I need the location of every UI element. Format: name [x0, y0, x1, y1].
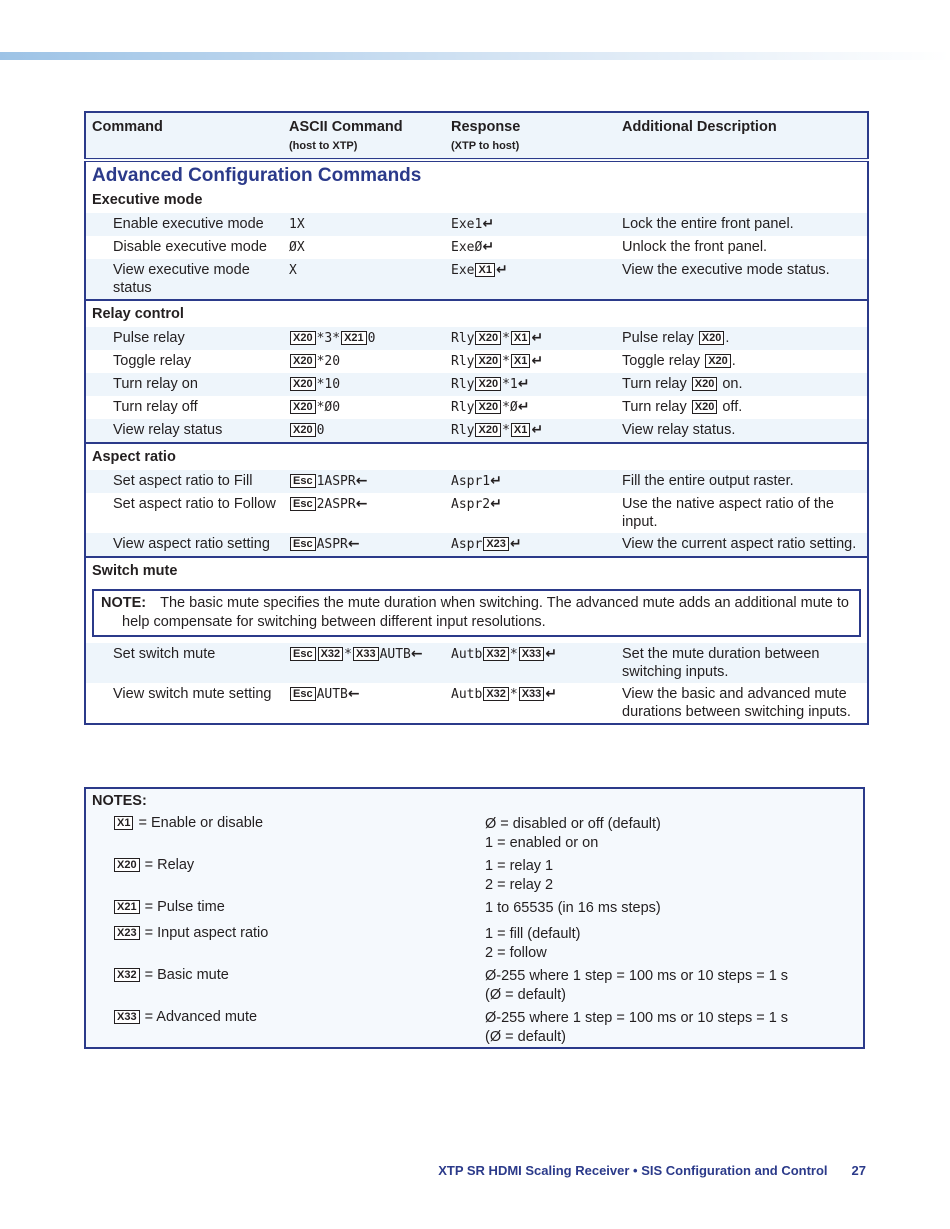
- note-text: Ø-255 where 1 step = 100 ms or 10 steps = 1 s: [485, 968, 789, 984]
- cell-text: Toggle relay: [622, 353, 705, 369]
- variable-box: X20: [290, 377, 316, 391]
- cell-text: .: [731, 353, 736, 369]
- command-name: Set aspect ratio to Follow: [113, 496, 276, 512]
- command-text: *: [509, 687, 518, 702]
- variable-box: X1: [114, 816, 133, 830]
- table-row: [85, 327, 868, 350]
- command-text: Aspr1: [451, 474, 491, 489]
- table-row: [85, 350, 868, 373]
- command-name: Turn relay off: [113, 399, 198, 415]
- cell-text: .: [725, 330, 730, 346]
- note-text: [485, 1009, 788, 1047]
- ascii-command: [283, 236, 445, 259]
- command-text: Autb: [451, 647, 483, 662]
- response: [445, 470, 616, 493]
- command-text: Aspr: [451, 537, 483, 552]
- command-name: Toggle relay: [113, 353, 192, 369]
- note-text: [485, 925, 581, 963]
- command-table: [84, 111, 869, 725]
- command-text: *1: [502, 377, 518, 392]
- variable-box: X20: [475, 354, 501, 368]
- variable-box: Esc: [290, 647, 316, 661]
- cell-text: off.: [718, 399, 743, 415]
- response: [445, 213, 616, 236]
- note-text: [485, 857, 553, 895]
- command-name: View switch mute setting: [113, 686, 272, 702]
- enter-arrow-icon: ↵: [531, 353, 544, 369]
- ascii-command: [283, 350, 445, 373]
- command-name: Set aspect ratio to Fill: [85, 470, 283, 493]
- ascii-command: [283, 259, 445, 300]
- variable-box: X20: [475, 331, 501, 345]
- variable-box: X20: [475, 400, 501, 414]
- left-arrow-icon: ←: [347, 686, 360, 702]
- response: [445, 396, 616, 419]
- command-text: ØX: [289, 240, 305, 255]
- description: [616, 327, 868, 350]
- description: View relay status.: [616, 419, 868, 443]
- enter-arrow-icon: ↵: [490, 473, 502, 489]
- group-title-executive: Executive mode: [92, 192, 203, 208]
- cell-text: Response: [451, 119, 521, 135]
- ascii-command: [283, 373, 445, 396]
- variable-box: X32: [483, 687, 509, 701]
- variable-box: X32: [114, 968, 140, 982]
- variable-box: X20: [692, 377, 718, 391]
- command-name: Pulse relay: [85, 327, 283, 350]
- cell-text: Turn relay: [622, 399, 691, 415]
- table-row: [85, 419, 868, 443]
- variable-box: X20: [290, 400, 316, 414]
- variable-box: Esc: [290, 537, 316, 551]
- header-ascii-sub: (host to XTP): [289, 140, 358, 152]
- note-text: 1 = enabled or on: [485, 835, 599, 851]
- variable-box: X20: [290, 331, 316, 345]
- description: Lock the entire front panel.: [616, 213, 868, 236]
- command-text: 1X: [289, 217, 305, 232]
- command-text: Autb: [451, 687, 483, 702]
- variable-box: X1: [511, 354, 530, 368]
- table-row: [85, 493, 868, 533]
- description: Set the mute duration between switching inputs.: [616, 643, 868, 683]
- header-response: [445, 112, 616, 160]
- response: [445, 327, 616, 350]
- command-text: *3*: [316, 331, 341, 346]
- command-name: View relay status: [85, 419, 283, 443]
- enter-arrow-icon: ↵: [531, 330, 544, 346]
- command-name: Set switch mute: [85, 643, 283, 683]
- variable-box: X33: [114, 1010, 140, 1024]
- response: [445, 259, 616, 300]
- table-row: [85, 470, 868, 493]
- note-text: [113, 925, 268, 941]
- variable-box: X20: [475, 377, 501, 391]
- command-text: *Ø0: [316, 400, 341, 415]
- command-text: Rly: [451, 331, 475, 346]
- command-text: Aspr2: [451, 497, 491, 512]
- command-name: View executive mode status: [85, 259, 283, 300]
- ascii-command: [283, 533, 445, 557]
- variable-box: X20: [290, 423, 316, 437]
- enter-arrow-icon: ↵: [482, 216, 495, 232]
- table-row: [85, 259, 868, 300]
- note-text: (Ø = default): [485, 987, 566, 1003]
- variable-box: X23: [483, 537, 509, 551]
- command-text: 0: [367, 331, 376, 346]
- variable-box: X21: [341, 331, 367, 345]
- variable-box: X20: [699, 331, 725, 345]
- command-name: Enable executive mode: [85, 213, 283, 236]
- note-text: 1 to 65535 (in 16 ms steps): [485, 900, 661, 916]
- ascii-command: [283, 213, 445, 236]
- enter-arrow-icon: ↵: [495, 262, 508, 278]
- enter-arrow-icon: ↵: [531, 422, 544, 438]
- variable-box: X20: [290, 354, 316, 368]
- variable-box: X20: [475, 423, 501, 437]
- cell-text: ASCII Command: [289, 119, 403, 135]
- page-footer: [438, 1163, 866, 1178]
- note-text: = Enable or disable: [134, 815, 264, 831]
- response: [445, 373, 616, 396]
- command-text: *: [502, 423, 510, 438]
- note-label: NOTE:: [101, 595, 147, 611]
- group-title-relay: Relay control: [85, 300, 868, 327]
- note-text: = Input aspect ratio: [140, 925, 269, 941]
- response: [445, 683, 616, 724]
- cell-text: Additional Description: [622, 119, 777, 135]
- command-text: Exe: [451, 263, 475, 278]
- left-arrow-icon: ←: [347, 536, 360, 552]
- description: View the executive mode status.: [616, 259, 868, 300]
- left-arrow-icon: ←: [410, 646, 423, 662]
- group-title-mute: Switch mute: [85, 557, 868, 584]
- description: Use the native aspect ratio of the input.: [622, 496, 834, 530]
- note-text: Ø-255 where 1 step = 100 ms or 10 steps = 1 s: [485, 1010, 789, 1026]
- enter-arrow-icon: ↵: [545, 646, 558, 662]
- left-arrow-icon: ←: [355, 473, 368, 489]
- header-ascii: [283, 112, 445, 160]
- command-text: *: [344, 647, 352, 662]
- response: [445, 533, 616, 557]
- note-text: [113, 857, 194, 873]
- command-text: Exe1: [451, 217, 483, 232]
- mute-note: [92, 589, 861, 637]
- command-text: *: [509, 647, 518, 662]
- note-text: = Basic mute: [140, 967, 229, 983]
- command-text: Rly: [451, 377, 475, 392]
- note-text: [113, 815, 263, 831]
- description: Unlock the front panel.: [622, 239, 768, 255]
- command-text: 1ASPR: [316, 474, 356, 489]
- response: [445, 493, 616, 533]
- enter-arrow-icon: ↵: [545, 686, 558, 702]
- response: [445, 236, 616, 259]
- command-text: AUTB: [379, 647, 411, 662]
- enter-arrow-icon: ↵: [482, 239, 495, 255]
- table-row: [85, 683, 868, 724]
- variable-box: X23: [114, 926, 140, 940]
- variable-box: Esc: [290, 687, 316, 701]
- variable-box: X33: [353, 647, 379, 661]
- command-text: 0: [316, 423, 325, 438]
- note-text: The basic mute specifies the mute duration when switching. The advanced mute adds an additional mute to help compensate for switching between different input resolutions.: [122, 595, 849, 630]
- variable-box: X33: [519, 687, 545, 701]
- variable-box: X20: [114, 858, 140, 872]
- note-text: [113, 899, 225, 915]
- variable-box: X1: [475, 263, 494, 277]
- note-text: Ø = disabled or off (default): [485, 816, 661, 832]
- response: [445, 643, 616, 683]
- note-text: 2 = relay 2: [485, 877, 554, 893]
- ascii-command: [283, 396, 445, 419]
- enter-arrow-icon: ↵: [517, 376, 530, 392]
- table-row: [85, 643, 868, 683]
- notes-title: NOTES:: [92, 793, 147, 809]
- command-text: ExeØ: [451, 240, 483, 255]
- table-row: [85, 396, 868, 419]
- note-text: = Advanced mute: [140, 1009, 258, 1025]
- command-text: Rly: [451, 354, 475, 369]
- ascii-command: [283, 419, 445, 443]
- variable-box: X20: [692, 400, 718, 414]
- variable-box: X20: [705, 354, 731, 368]
- note-text: (Ø = default): [485, 1029, 566, 1045]
- section-title: Advanced Configuration Commands: [92, 165, 422, 186]
- variable-box: Esc: [290, 474, 316, 488]
- header-description: [616, 112, 868, 160]
- ascii-command: [283, 327, 445, 350]
- command-text: X: [289, 263, 297, 278]
- description: Fill the entire output raster.: [616, 470, 868, 493]
- command-text: *: [502, 354, 510, 369]
- note-text: [113, 967, 229, 983]
- command-text: *: [502, 331, 510, 346]
- left-arrow-icon: ←: [355, 496, 368, 512]
- variable-box: X1: [511, 423, 530, 437]
- description: [616, 396, 868, 419]
- note-text: 2 = follow: [485, 945, 547, 961]
- description: [616, 373, 868, 396]
- command-text: AUTB: [316, 687, 348, 702]
- command-text: ASPR: [316, 537, 348, 552]
- cell-text: Turn relay: [622, 376, 691, 392]
- description: View the basic and advanced mute durations between switching inputs.: [622, 686, 851, 720]
- page-number: 27: [851, 1163, 866, 1178]
- header-command: [85, 112, 283, 160]
- header-gradient-bar: [0, 52, 950, 60]
- ascii-command: [283, 643, 445, 683]
- ascii-command: [283, 493, 445, 533]
- command-text: 2ASPR: [316, 497, 356, 512]
- note-text: [485, 967, 788, 1005]
- command-text: Rly: [451, 400, 475, 415]
- enter-arrow-icon: ↵: [509, 536, 522, 552]
- note-text: 1 = relay 1: [485, 858, 554, 874]
- note-text: 1 = fill (default): [485, 926, 581, 942]
- table-row: [85, 373, 868, 396]
- variable-box: X32: [483, 647, 509, 661]
- header-response-sub: (XTP to host): [451, 140, 520, 152]
- variable-box: Esc: [290, 497, 316, 511]
- note-text: [113, 1009, 257, 1025]
- command-name: Disable executive mode: [113, 239, 267, 255]
- cell-text: on.: [718, 376, 743, 392]
- command-name: Turn relay on: [85, 373, 283, 396]
- note-text: [485, 815, 661, 853]
- note-text: = Pulse time: [140, 899, 225, 915]
- command-text: *20: [316, 354, 341, 369]
- command-name: View aspect ratio setting: [85, 533, 283, 557]
- variable-box: X33: [519, 647, 545, 661]
- table-row: [85, 533, 868, 557]
- table-row: [85, 236, 868, 259]
- notes-box: [84, 787, 865, 1049]
- table-header: [85, 112, 868, 160]
- cell-text: Pulse relay: [622, 330, 698, 346]
- ascii-command: [283, 470, 445, 493]
- variable-box: X32: [318, 647, 344, 661]
- enter-arrow-icon: ↵: [517, 399, 530, 415]
- note-text: = Relay: [140, 857, 195, 873]
- footer-title: XTP SR HDMI Scaling Receiver • SIS Configuration and Control: [438, 1163, 828, 1178]
- note-text: [485, 899, 661, 918]
- command-text: Rly: [451, 423, 475, 438]
- note-cell: [85, 584, 868, 643]
- group-title-aspect: Aspect ratio: [85, 443, 868, 470]
- description: View the current aspect ratio setting.: [616, 533, 868, 557]
- variable-box: X1: [511, 331, 530, 345]
- variable-box: X21: [114, 900, 140, 914]
- description: [616, 350, 868, 373]
- enter-arrow-icon: ↵: [490, 496, 502, 512]
- command-text: *10: [316, 377, 341, 392]
- command-text: *Ø: [502, 400, 518, 415]
- ascii-command: [283, 683, 445, 724]
- table-row: [85, 213, 868, 236]
- cell-text: Command: [92, 119, 163, 135]
- response: [445, 419, 616, 443]
- response: [445, 350, 616, 373]
